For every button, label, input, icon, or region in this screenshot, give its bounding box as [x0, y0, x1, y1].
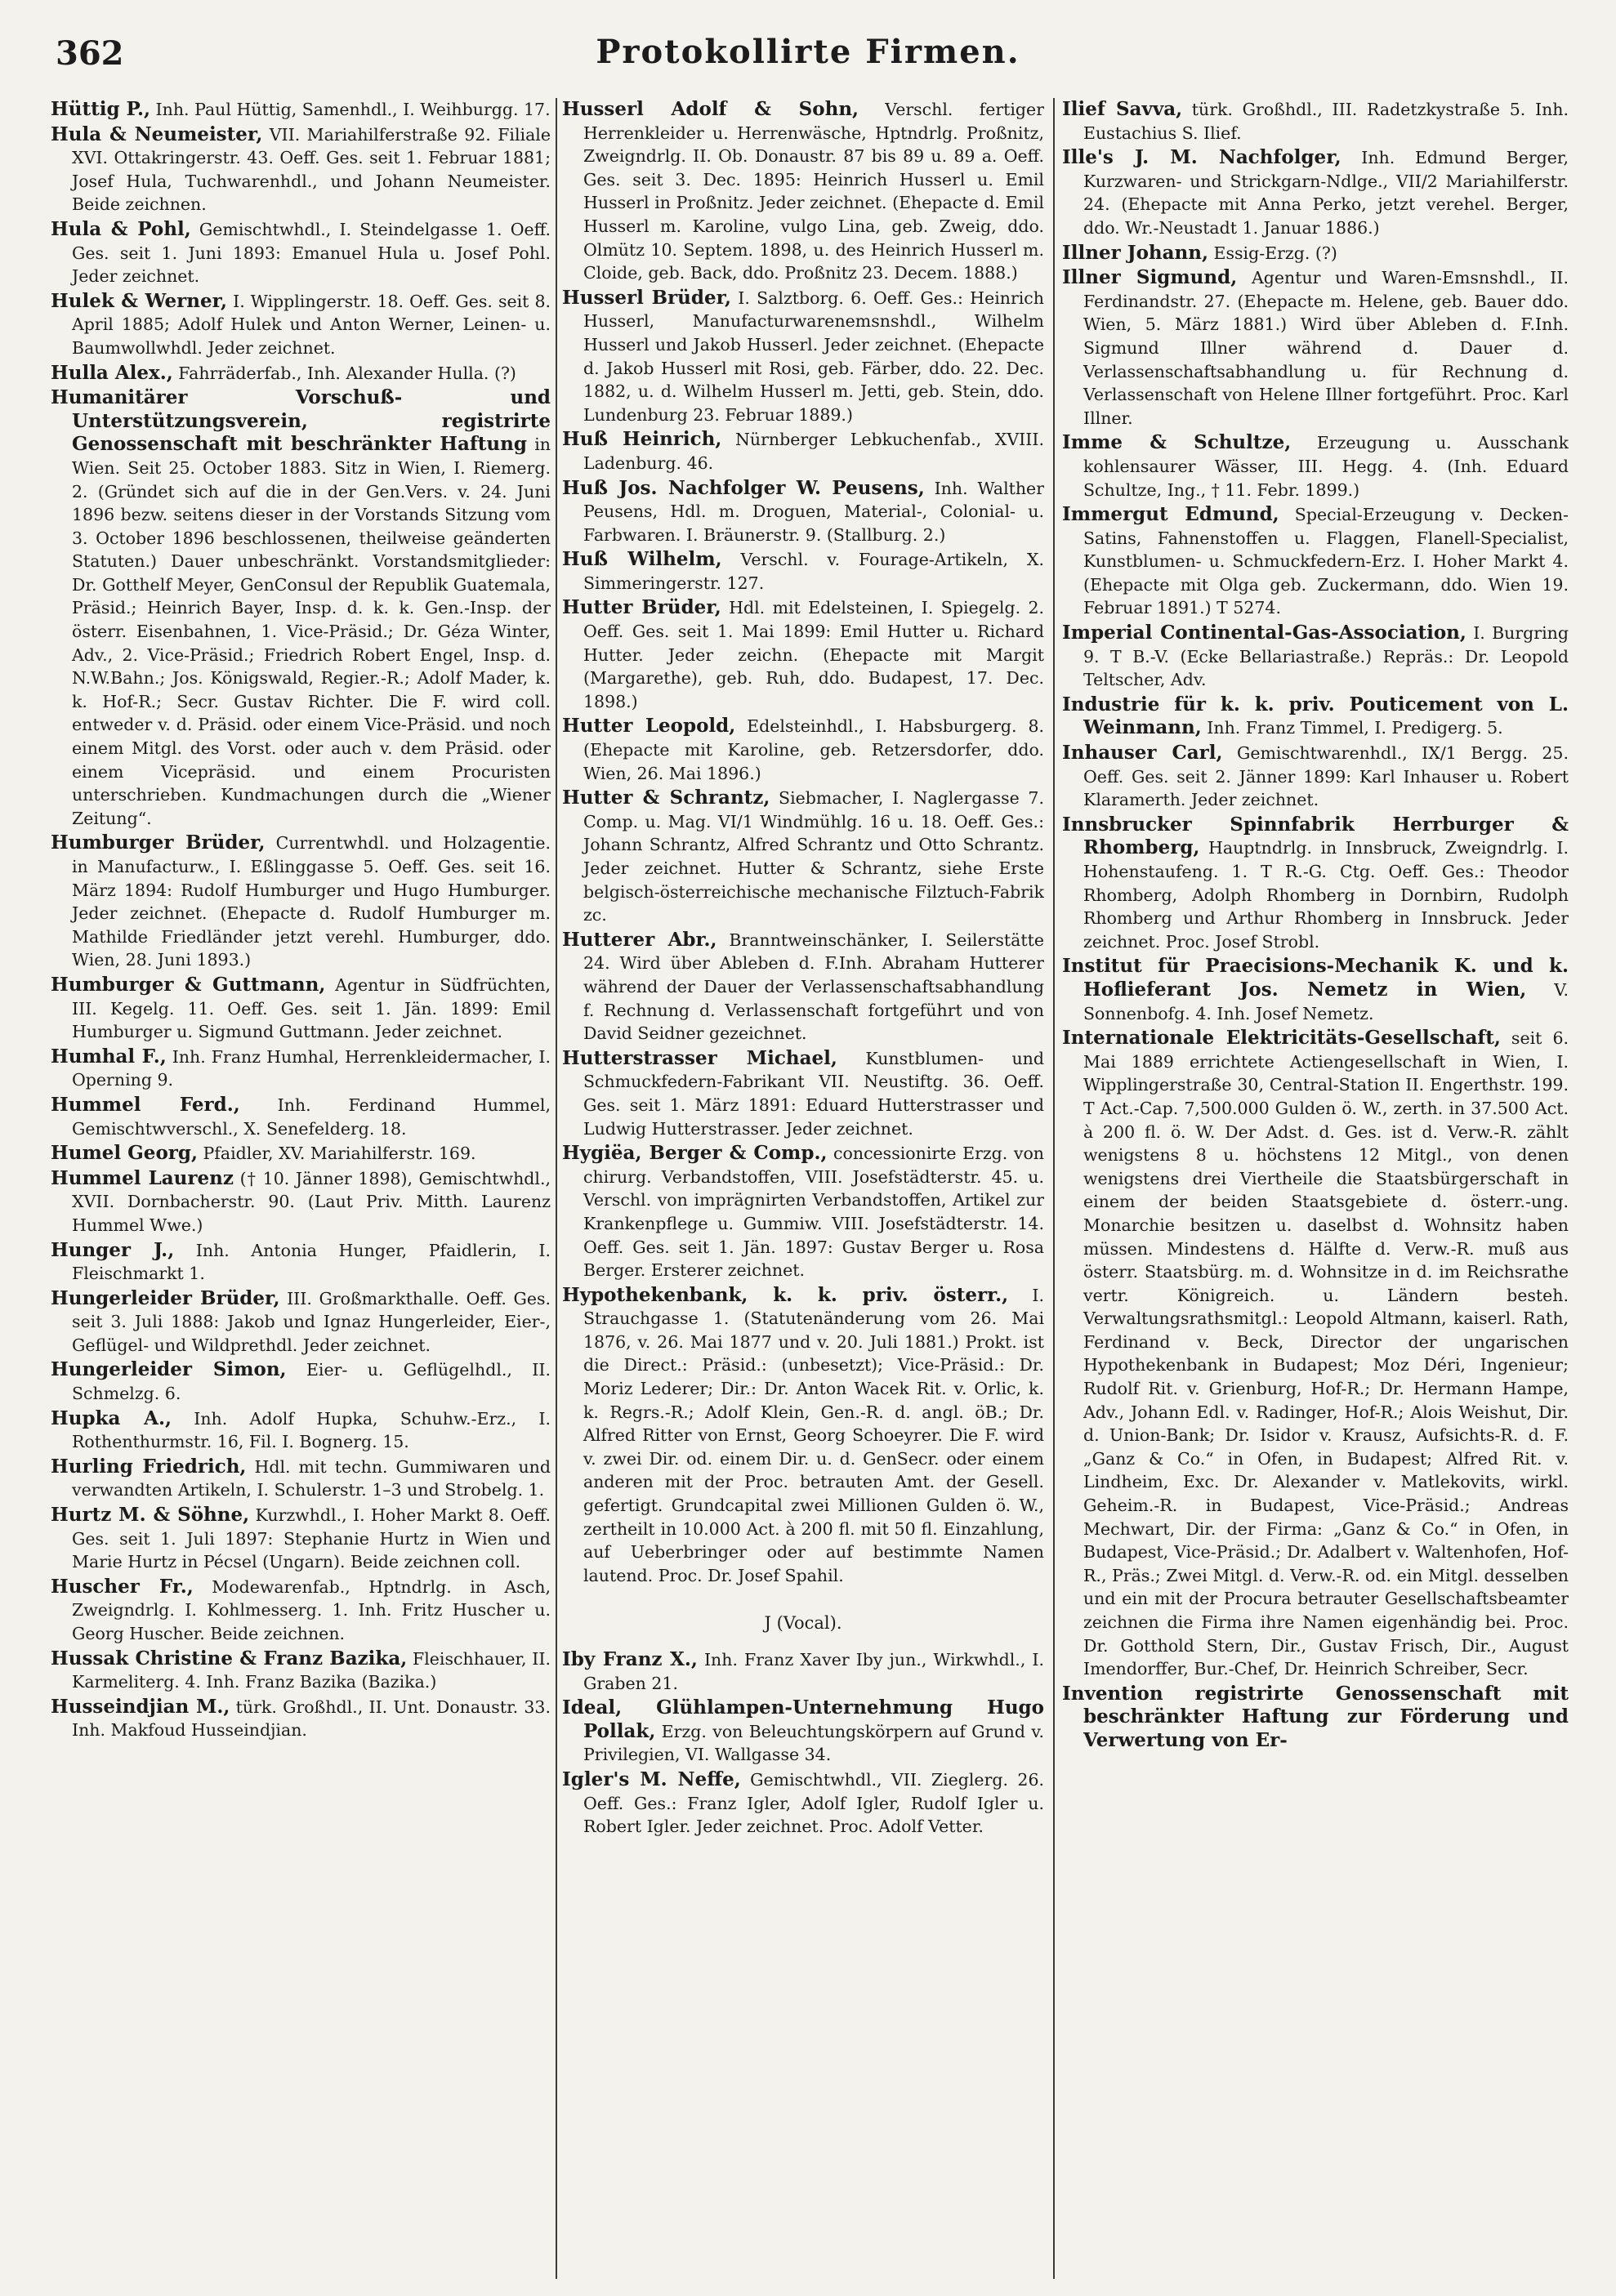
firm-name: Imperial Continental-Gas-Association, [1062, 622, 1466, 644]
firm-name: Hurtz M. & Söhne, [51, 1504, 250, 1527]
column-1 [51, 98, 551, 2279]
entry-text: Verschl. fertiger Herrenkleider u. Herrenwäsche, Hptndrlg. Proßnitz, Zweigndrlg. II. Ob. Donaustr. 87 bis 89 u. 89 a. Oeff. Ges. seit 3. Dec. 1895: Heinrich Husserl u. Emil Husserl in Proßnitz. Jeder zeichnet. (Ehepacte d. Emil Husserl m. Karoline, vulgo Lina, geb. Zweig, ddo. Olmütz 10. Septem. 1898, u. des Heinrich Husserl m. Cloide, geb. Back, ddo. Proßnitz 23. Decem. 1888.) [583, 100, 1044, 283]
entry-text: Kurzwhdl., I. Hoher Markt 8. Oeff. Ges. seit 1. Juli 1897: Stephanie Hurtz in Wien und Marie Hurtz in Pécsel (Ungarn). Beide zeichnen coll. [72, 1505, 551, 1572]
column-rule [1053, 98, 1055, 2279]
firm-name: Humburger Brüder, [51, 831, 266, 854]
entry-text: I. Burgring 9. T B.-V. (Ecke Bellariastraße.) Repräs.: Dr. Leopold Teltscher, Adv. [1083, 623, 1569, 690]
directory-entry [51, 1045, 551, 1092]
directory-entry [562, 715, 1044, 785]
firm-name: Hula & Pohl, [51, 217, 191, 240]
directory-entry [562, 1142, 1044, 1282]
entry-text: seit 6. Mai 1889 errichtete Actiengesellschaft in Wien, I. Wipplingerstraße 30, Central-Station II. Engerthstr. 199. T Act.-Cap. 7,500.000 Gulden ö. W., zerth. in 37.500 Act. à 200 fl. ö. W. Der Adst. d. Ges. ist d. Verw.-R. zählt wenigstens 8 u. höchstens 12 Mitgl., von denen wenigstens drei Viertheile die Staatsbürgerschaft in einem der beiden Staatsgebiete d. österr.-ung. Monarchie besitzen u. daselbst d. Wohnsitz haben müssen. Mindestens d. Hälfte d. Verw.-R. muß aus österr. Staatsbürg. m. d. Wohnsitze in d. im Reichsrathe vertr. Königreich. u. Ländern besteh. Verwaltungsrathsmitgl.: Leopold Altmann, kaiserl. Rath, Ferdinand v. Beck, Director der ungarischen Hypothekenbank in Budapest; Moz Déri, Ingenieur; Rudolf Rit. v. Grienburg, Hof-R.; Dr. Hermann Hampe, Adv., Johann Edl. v. Radinger, Hof-R.; Alois Weishut, Dir. d. Union-Bank; Dr. Isidor v. Krausz, Aufsichts-R. d. F. „Ganz & Co.“ in Ofen, in Budapest; Alfred Rit. v. Lindheim, Exc. Dr. Alexander v. Matlekovits, wirkl. Geheim.-R. in Budapest, Vice-Präsid.; Andreas Mechwart, Dir. der Firma: „Ganz & Co.“ in Ofen, in Budapest, Vice-Präsid.; Dr. Adalbert v. Waltenhofen, Hof-R., Präs.; Zwei Mitgl. d. Verw.-R. od. ein Mitgl. desselben und ein mit der Procura betrauter Gesellschaftsbeamter zeichnen die Firma ihre Namen eigenhändig bei. Proc. Dr. Gotthold Stern, Dir., Gustav Frisch, Dir., August Imendorffer, Bur.-Chef, Dr. Heinrich Schreiber, Secr. [1083, 1028, 1569, 1679]
firm-name: Iby Franz X., [562, 1648, 698, 1670]
directory-entry [1062, 503, 1569, 620]
firm-name: Hutterer Abr., [562, 928, 717, 951]
entry-text: türk. Großhdl., II. Unt. Donaustr. 33. Inh. Makfoud Husseindjian. [72, 1696, 551, 1741]
directory-entry [51, 1142, 551, 1166]
firm-name: Humburger & Guttmann, [51, 973, 326, 996]
entry-text: I. Wipplingerstr. 18. Oeff. Ges. seit 8. April 1885; Adolf Hulek und Anton Werner, Leinen- u. Baumwollwhdl. Jeder zeichnet. [72, 291, 551, 358]
directory-entry [51, 1647, 551, 1694]
entry-text: Inh. Franz Timmel, I. Predigerg. 5. [1201, 718, 1503, 738]
directory-entry [562, 287, 1044, 427]
firm-name: Hummel Ferd., [51, 1093, 240, 1116]
entry-text: Inh. Franz Humhal, Herrenkleidermacher, I. Operning 9. [72, 1046, 551, 1090]
entry-text: Inh. Adolf Hupka, Schuhw.-Erz., I. Rothenthurmstr. 16, Fil. I. Bognerg. 15. [72, 1408, 551, 1452]
firm-name: Innsbrucker Spinnfabrik Herrburger & Rhomberg, [1062, 813, 1569, 859]
entry-text: türk. Großhdl., III. Radetzkystraße 5. Inh. Eustachius S. Ilief. [1083, 100, 1569, 143]
directory-entry [51, 1239, 551, 1286]
directory-entry [562, 929, 1044, 1045]
column-rule [556, 98, 557, 2279]
entry-text: Agentur und Waren-Emsnshdl., II. Ferdinandstr. 27. (Ehepacte m. Helene, geb. Bauer ddo. Wien, 5. März 1881.) Wird über Ableben d. F.Inh. Sigmund Illner während d. Dauer d. Verlassenschaftsabhandlung u. für Rechnung d. Verlassenschaft von Helene Illner fortgeführt. Proc. Karl Illner. [1083, 268, 1569, 428]
directory-entry [51, 290, 551, 360]
directory-entry [1062, 1683, 1569, 1753]
firm-name: Invention registrirte Genossenschaft mit beschränkter Haftung zur Förderung und Verwertung von Er- [1062, 1682, 1569, 1751]
directory-entry [51, 386, 551, 830]
firm-name: Hypothekenbank, k. k. priv. österr., [562, 1283, 1009, 1306]
entry-text: I. Strauchgasse 1. (Statutenänderung vom 26. Mai 1876, v. 26. Mai 1877 und v. 20. Juli 1881.) Prokt. ist die Direct.: Präsid.: (unbesetzt); Vice-Präsid.: Dr. Moriz Lederer; Dir.: Dr. Anton Wacek Rit. v. Orlic, k. k. Regrs.-R.; Adolf Klein, Gen.-R. d. angl. öB.; Dr. Alfred Ritter von Ernst, Georg Schoeyrer. Die F. wird v. zwei Dir. od. einem Dir. u. d. GenSecr. oder einem anderen mit der Proc. betrauten Amt. der Gesell. gefertigt. Grundcapital zwei Millionen Gulden ö. W., zertheilt in 10.000 Act. à 200 fl. mit 50 fl. Einzahlung, auf Ueberbringer oder auf bestimmte Namen lautend. Proc. Dr. Josef Spahil. [583, 1285, 1044, 1585]
entry-text: III. Großmarkthalle. Oeff. Ges. seit 3. Juli 1888: Jakob und Ignaz Hungerleider, Eier-, Geflügel- und Wildprethdl. Jeder zeichnet. [72, 1288, 551, 1355]
entry-text: Inh. Antonia Hunger, Pfaidlerin, I. Fleischmarkt 1. [72, 1240, 551, 1284]
firm-name: Industrie für k. k. priv. Pouticement von L. Weinmann, [1062, 693, 1569, 739]
firm-name: Hummel Laurenz [51, 1166, 234, 1189]
entry-text: VII. Mariahilferstraße 92. Filiale XVI. Ottakringerstr. 43. Oeff. Ges. seit 1. Februar 1881; Josef Hula, Tuchwarenhdl., und Johann Neumeister. Beide zeichnen. [72, 124, 551, 215]
firm-name: Illner Sigmund, [1062, 266, 1238, 289]
entry-text: Special-Erzeugung v. Decken-Satins, Fahnenstoffen u. Flaggen, Flanell-Specialist, Kunstblumen- u. Schmuckfedern-Erz. I. Hoher Markt 4. (Ehepacte mit Olga geb. Zuckermann, ddo. Wien 19. Februar 1891.) T 5274. [1083, 505, 1569, 618]
firm-name: Ille's J. M. Nachfolger, [1062, 146, 1341, 169]
column-2 [562, 98, 1044, 2279]
directory-entry [1062, 622, 1569, 692]
firm-name: Immergut Edmund, [1062, 503, 1279, 526]
directory-entry [562, 428, 1044, 475]
directory-entry [51, 1167, 551, 1237]
directory-entry [51, 1456, 551, 1502]
firm-name: Institut für Praecisions-Mechanik K. und k. Hoflieferant Jos. Nemetz in Wien, [1062, 955, 1569, 1001]
directory-entry [1062, 742, 1569, 812]
firm-name: Hutter Leopold, [562, 715, 736, 738]
entry-text: V. Sonnenbofg. 4. Inh. Josef Nemetz. [1083, 979, 1569, 1023]
page-title: Protokollirte Firmen. [596, 33, 1020, 71]
directory-entry [51, 974, 551, 1044]
entry-text: Branntweinschänker, I. Seilerstätte 24. Wird über Ableben d. F.Inh. Abraham Hutterer während der Dauer der Verlassenschaftsabhandlung f. Rechnung d. Verlassenschaft fortgeführt und von David Seidner gezeichnet. [583, 930, 1044, 1044]
entry-text: Currentwhdl. und Holzagentie. in Manufacturw., I. Eßlinggasse 5. Oeff. Ges. seit 16. März 1894: Rudolf Humburger und Hugo Humburger. Jeder zeichnet. (Ehepacte d. Rudolf Humburger m. Mathilde Friedländer jetzt verehl. Humburger, ddo. Wien, 28. Juni 1893.) [72, 833, 551, 970]
directory-entry [1062, 146, 1569, 239]
entry-text: Fleischhauer, II. Karmeliterg. 4. Inh. Franz Bazika (Bazika.) [72, 1648, 551, 1692]
directory-entry [51, 1407, 551, 1454]
directory-entry [1062, 693, 1569, 740]
entry-text: Hdl. mit techn. Gummiwaren und verwandten Artikeln, I. Schulerstr. 1–3 und Strobelg. 1. [72, 1456, 551, 1500]
entry-text: Inh. Walther Peusens, Hdl. m. Droguen, Material-, Colonial- u. Farbwaren. I. Bräunerstr. 9. (Stallburg. 2.) [583, 478, 1044, 545]
entry-text: Inh. Edmund Berger, Kurzwaren- und Strickgarn-Ndlge., VII/2 Mariahilferstr. 24. (Ehepacte mit Anna Perko, jetzt verehel. Berger, ddo. Wr.-Neustadt 1. Januar 1886.) [1083, 148, 1569, 238]
directory-entry [51, 831, 551, 972]
entry-text: Hdl. mit Edelsteinen, I. Spiegelg. 2. Oeff. Ges. seit 1. Mai 1899: Emil Hutter u. Richard Hutter. Jeder zeichn. (Ehepacte mit Margit (Margarethe), geb. Ruh, ddo. Budapest, 17. Dec. 1898.) [583, 598, 1044, 711]
directory-entry [562, 548, 1044, 595]
entry-text: († 10. Jänner 1898), Gemischtwhdl., XVII. Dornbacherstr. 90. (Laut Priv. Mitth. Laurenz Hummel Wwe.) [72, 1168, 551, 1235]
firm-name: Ideal, Glühlampen-Unternehmung Hugo Pollak, [562, 1696, 1044, 1742]
entry-text: Verschl. v. Fourage-Artikeln, X. Simmeringerstr. 127. [583, 550, 1044, 593]
entry-text: Inh. Paul Hüttig, Samenhdl., I. Weihburgg. 17. [150, 100, 551, 119]
firm-name: Hulla Alex., [51, 361, 173, 384]
directory-entry [51, 1504, 551, 1574]
directory-entry [562, 1284, 1044, 1588]
firm-name: Hutter Brüder, [562, 596, 721, 619]
directory-entry [51, 1358, 551, 1405]
firm-name: Internationale Elektricitäts-Gesellschaft, [1062, 1027, 1501, 1050]
directory-entry [51, 218, 551, 288]
page-number: 362 [56, 34, 124, 73]
directory-entry [51, 1094, 551, 1140]
firm-name: Huß Wilhelm, [562, 548, 722, 571]
firm-name: Huß Heinrich, [562, 428, 722, 451]
firm-name: Hussak Christine & Franz Bazika, [51, 1647, 408, 1670]
firm-name: Illner Johann, [1062, 241, 1209, 264]
directory-entry [562, 596, 1044, 713]
firm-name: Hulek & Werner, [51, 289, 228, 312]
entry-text: Nürnberger Lebkuchenfab., XVIII. Ladenburg. 46. [583, 430, 1044, 473]
directory-entry [1062, 242, 1569, 265]
directory-entry [1062, 814, 1569, 954]
entry-text: Inh. Franz Xaver Iby jun., Wirkwhdl., I. Graben 21. [583, 1650, 1044, 1693]
directory-entry [562, 477, 1044, 547]
directory-entry [51, 98, 551, 122]
firm-name: Hygiëa, Berger & Comp., [562, 1142, 828, 1165]
entry-text: Modewarenfab., Hptndrlg. in Asch, Zweigndrlg. I. Kohlmesserg. 1. Inh. Fritz Huscher u. Georg Huscher. Beide zeichnen. [72, 1576, 551, 1643]
firm-name: Huß Jos. Nachfolger W. Peusens, [562, 476, 925, 499]
entry-text: Agentur in Südfrüchten, III. Kegelg. 11. Oeff. Ges. seit 1. Jän. 1899: Emil Humburger u. Sigmund Guttmann. Jeder zeichnet. [72, 974, 551, 1042]
firm-name: Husserl Adolf & Sohn, [562, 98, 859, 120]
firm-name: Ilief Savva, [1062, 98, 1183, 120]
firm-name: Hupka A., [51, 1407, 172, 1429]
firm-name: Hungerleider Simon, [51, 1358, 287, 1381]
entry-text: Siebmacher, I. Naglergasse 7. Comp. u. Mag. VI/1 Windmühlg. 16 u. 18. Oeff. Ges.: Johann Schrantz, Alfred Schrantz und Otto Schrantz. Jeder zeichnet. Hutter & Schrantz, siehe Erste belgisch-österreichische mechanische Filztuch-Fabrik zc. [583, 788, 1044, 925]
directory-entry [562, 98, 1044, 285]
entry-text: Erzg. von Beleuchtungskörpern auf Grund v. Privilegien, VI. Wallgasse 34. [583, 1721, 1044, 1765]
entry-text: Gemischtwhdl., VII. Zieglerg. 26. Oeff. Ges.: Franz Igler, Adolf Igler, Rudolf Igler u. Robert Igler. Jeder zeichnet. Proc. Adolf Vetter. [583, 1769, 1044, 1837]
entry-text: Eier- u. Geflügelhdl., II. Schmelzg. 6. [72, 1360, 551, 1404]
entry-text: I. Salztborg. 6. Oeff. Ges.: Heinrich Husserl, Manufacturwarenemsnshdl., Wilhelm Husserl und Jakob Husserl. Jeder zeichnet. (Ehepacte d. Jakob Husserl mit Rosi, geb. Färber, ddo. 22. Dec. 1882, u. d. Wilhelm Husserl m. Jetti, geb. Stein, ddo. Lundenburg 23. Februar 1889.) [583, 288, 1044, 425]
directory-entry [1062, 1027, 1569, 1681]
entry-text: Pfaidler, XV. Mariahilferstr. 169. [198, 1144, 476, 1164]
directory-entry [51, 362, 551, 386]
firm-name: Inhauser Carl, [1062, 742, 1223, 765]
directory-entry [51, 1287, 551, 1358]
entry-text: Fahrräderfab., Inh. Alexander Hulla. (?) [172, 363, 516, 383]
firm-name: Huscher Fr., [51, 1575, 194, 1598]
firm-name: Hutter & Schrantz, [562, 787, 770, 809]
directory-entry [51, 123, 551, 216]
entry-text: concessionirte Erzg. von chirurg. Verbandstoffen, VIII. Josefstädterstr. 45. u. Verschl. von imprägnirten Verbandstoffen, Artikel zur Krankenpflege u. Gummiw. VIII. Josefstädterstr. 14. Oeff. Ges. seit 1. Jän. 1897: Gustav Berger u. Rosa Berger. Ersterer zeichnet. [583, 1144, 1044, 1281]
firm-name: Hula & Neumeister, [51, 123, 263, 145]
directory-entry [51, 1696, 551, 1742]
directory-entry [51, 1576, 551, 1646]
firm-name: Hunger J., [51, 1238, 175, 1261]
firm-name: Humanitärer Vorschuß- und Unterstützungsverein, registrirte Genossenschaft mit beschränkter Haftung [51, 386, 551, 456]
directory-entry [1062, 266, 1569, 430]
firm-name: Igler's M. Neffe, [562, 1768, 741, 1790]
entry-text: in Wien. Seit 25. October 1883. Sitz in Wien, I. Riemerg. 2. (Gründet sich auf die in der Gen.Vers. v. 24. Juni 1896 bezw. seitens dieser in der Vorstands Sitzung vom 3. October 1896 beschlossenen, theilweise geänderten Statuten.) Dauer unbeschränkt. Vorstandsmitglieder: Dr. Gotthelf Meyer, GenConsul der Republik Guatemala, Präsid.; Heinrich Bayer, Insp. d. k. k. Gen.-Insp. der österr. Eisenbahnen, 1. Vice-Präsid.; Dr. Géza Winter, Adv., 2. Vice-Präsid.; Friedrich Robert Engel, Insp. d. N.W.Bahn.; Jos. Königswald, Regier.-R.; Adolf Mader, k. k. Hof-R.; Secr. Gustav Richter. Die F. wird coll. entweder v. d. Präsid. oder einem Vice-Präsid. und noch einem Mitgl. des Vorst. oder auch v. dem Präsid. oder einem Vicepräsid. und einem Procuristen unterschrieben. Kundmachungen durch die „Wiener Zeitung“. [72, 435, 551, 828]
firm-name: Humhal F., [51, 1045, 167, 1068]
entry-text: Kunstblumen- und Schmuckfedern-Fabrikant VII. Neustiftg. 36. Oeff. Ges. seit 1. März 1891: Eduard Hutterstrasser und Ludwig Hutterstrasser. Jeder zeichnet. [583, 1048, 1044, 1139]
entry-text: Gemischtwarenhdl., IX/1 Bergg. 25. Oeff. Ges. seit 2. Jänner 1899: Karl Inhauser u. Robert Klaramerth. Jeder zeichnet. [1083, 743, 1569, 810]
firm-name: Hungerleider Brüder, [51, 1286, 280, 1309]
directory-entry [562, 1648, 1044, 1695]
entry-text: Inh. Ferdinand Hummel, Gemischtwverschl., X. Senefelderg. 18. [72, 1095, 551, 1139]
firm-name: Hurling Friedrich, [51, 1455, 247, 1478]
directory-entry [562, 1047, 1044, 1140]
section-heading: J (Vocal). [764, 1613, 842, 1634]
firm-name: Husserl Brüder, [562, 286, 732, 309]
directory-entry [562, 1768, 1044, 1839]
firm-name: Hüttig P., [51, 98, 151, 120]
firm-name: Husseindjian M., [51, 1695, 230, 1718]
firm-name: Hutterstrasser Michael, [562, 1046, 837, 1069]
firm-name: Imme & Schultze, [1062, 431, 1292, 454]
entry-text: Hauptndrlg. in Innsbruck, Zweigndrlg. I. Hohenstaufeng. 1. T R.-G. Ctg. Oeff. Ges.: Theodor Rhomberg, Adolph Rhomberg in Dornbirn, Rudolph Rhomberg und Arthur Rhomberg in Innsbruck. Jeder zeichnet. Proc. Josef Strobl. [1083, 838, 1569, 952]
directory-entry [1062, 98, 1569, 145]
column-3 [1062, 98, 1569, 2279]
directory-entry [562, 787, 1044, 927]
directory-entry [1062, 955, 1569, 1025]
entry-text: Essig-Erzg. (?) [1208, 243, 1337, 263]
entry-text: Gemischtwhdl., I. Steindelgasse 1. Oeff. Ges. seit 1. Juni 1893: Emanuel Hula u. Josef Pohl. Jeder zeichnet. [72, 219, 551, 287]
directory-entry [562, 1696, 1044, 1767]
entry-text: Erzeugung u. Ausschank kohlensaurer Wässer, III. Hegg. 4. (Inh. Eduard Schultze, Ing., † 11. Febr. 1899.) [1083, 433, 1569, 500]
firm-name: Humel Georg, [51, 1142, 198, 1165]
entry-text: Edelsteinhdl., I. Habsburgerg. 8. (Ehepacte mit Karoline, geb. Retzersdorfer, ddo. Wien, 26. Mai 1896.) [583, 716, 1044, 783]
directory-entry [1062, 431, 1569, 502]
